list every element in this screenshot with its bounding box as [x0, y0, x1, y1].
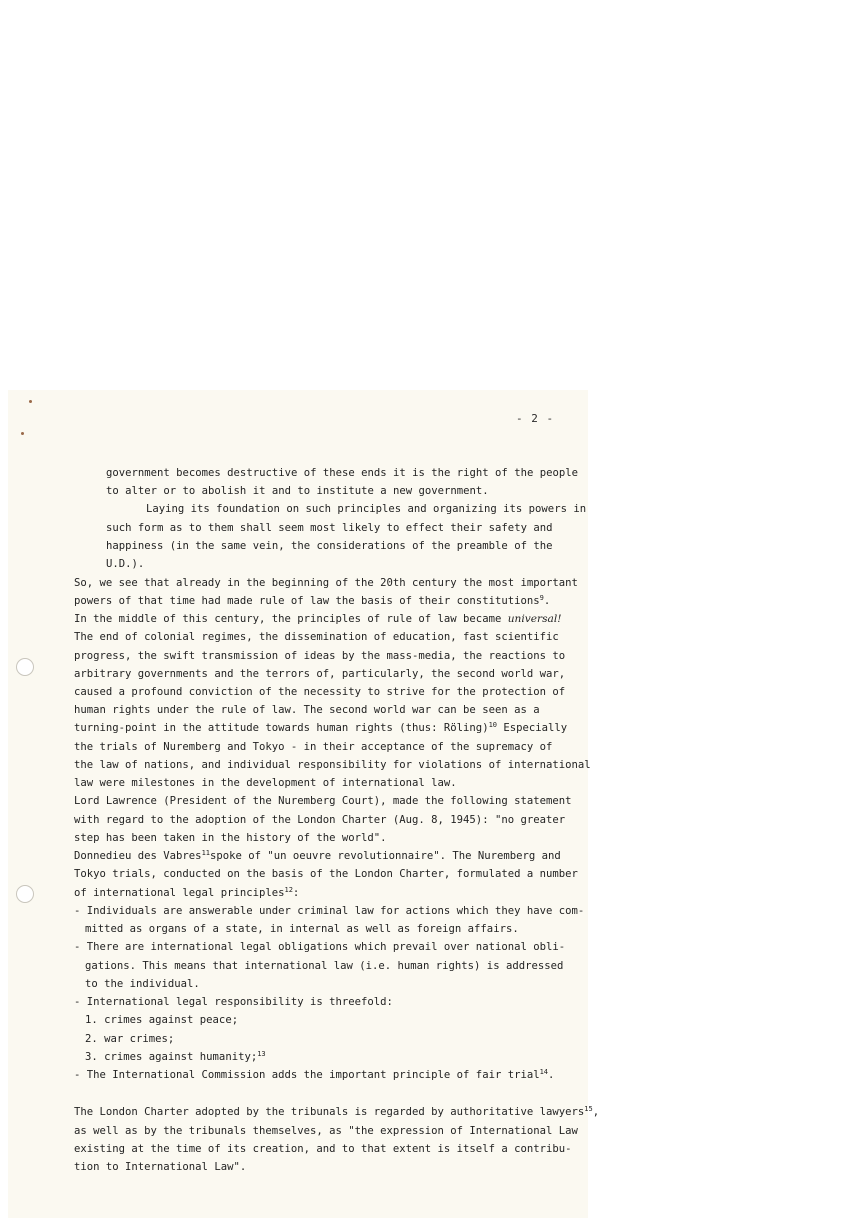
line-text: powers of that time had made rule of law the basis of their constitutions	[74, 595, 540, 607]
text-line: tion to International Law".	[74, 1161, 247, 1173]
list-item	[85, 1050, 266, 1064]
paper-speck	[29, 400, 32, 403]
text-line	[74, 849, 561, 863]
line-text: 3. crimes against humanity;	[85, 1051, 258, 1063]
text-line: government becomes destructive of these ends it is the right of the people	[106, 467, 578, 479]
line-text: :	[292, 887, 300, 899]
list-item: 1. crimes against peace;	[85, 1014, 239, 1026]
text-line: existing at the time of its creation, and to that extent is itself a contribu-	[74, 1143, 572, 1155]
line-text: - The International Commission adds the important principle of fair trial	[74, 1069, 540, 1081]
line-text: Donnedieu des Vabres	[74, 850, 202, 862]
list-item	[74, 1068, 554, 1082]
text-line: Laying its foundation on such principles and organizing its powers in	[146, 503, 587, 515]
text-line: arbitrary governments and the terrors of, particularly, the second world war,	[74, 668, 566, 680]
footnote-ref: 10	[488, 721, 498, 729]
scanned-page	[8, 390, 600, 1218]
text-line	[74, 612, 561, 626]
text-line: step has been taken in the history of the world".	[74, 832, 387, 844]
text-line: progress, the swift transmission of ideas by the mass-media, the reactions to	[74, 650, 566, 662]
text-line: the trials of Nuremberg and Tokyo - in their acceptance of the supremacy of	[74, 741, 553, 753]
list-item: - There are international legal obligations which prevail over national obli-	[74, 941, 566, 953]
text-line: So, we see that already in the beginning of the 20th century the most important	[74, 577, 578, 589]
text-line: powers of that time had made rule of law the basis of their constitutions$^9$.	[74, 594, 551, 607]
footnote-ref: 13	[257, 1050, 266, 1058]
footnote-ref: 11	[201, 849, 210, 857]
text-line: to the individual.	[85, 978, 200, 990]
text-line: The end of colonial regimes, the dissemination of education, fast scientific	[74, 631, 559, 643]
text-line: Tokyo trials, conducted on the basis of the London Charter, formulated a number	[74, 868, 578, 880]
footnote-ref: 15	[584, 1105, 593, 1113]
footnote-ref: 14	[539, 1068, 549, 1076]
text-line: caused a profound conviction of the necessity to strive for the protection of	[74, 686, 566, 698]
paper-speck	[21, 432, 24, 435]
text-line: to alter or to abolish it and to institute a new government.	[106, 485, 489, 497]
page-number: - 2 -	[516, 412, 555, 425]
line-text: turning-point in the attitude towards human rights (thus: Röling)	[74, 722, 489, 734]
line-text: ,	[592, 1106, 600, 1118]
text-line: human rights under the rule of law. The second world war can be seen as a	[74, 704, 540, 716]
text-line: U.D.).	[106, 558, 145, 570]
list-item: - Individuals are answerable under criminal law for actions which they have com-	[74, 905, 585, 917]
text-line: with regard to the adoption of the London Charter (Aug. 8, 1945): "no greater	[74, 814, 566, 826]
list-item: 2. war crimes;	[85, 1033, 175, 1045]
text-line: gations. This means that international law (i.e. human rights) is addressed	[85, 960, 564, 972]
line-text: .	[548, 1069, 555, 1081]
text-line	[74, 886, 299, 900]
footnote-ref: 12	[284, 886, 293, 894]
line-text: Especially	[497, 722, 568, 734]
text-line: the law of nations, and individual responsibility for violations of international	[74, 759, 591, 771]
text-line	[74, 721, 567, 735]
text-line: Lord Lawrence (President of the Nuremberg Court), made the following statement	[74, 795, 572, 807]
list-item: - International legal responsibility is threefold:	[74, 996, 393, 1008]
text-line: as well as by the tribunals themselves, as "the expression of International Law	[74, 1125, 578, 1137]
text-line	[74, 1105, 599, 1119]
emphasis-text: universal!	[507, 613, 562, 625]
line-text: of international legal principles	[74, 887, 285, 899]
punch-hole-top	[16, 658, 34, 676]
line-text: In the middle of this century, the principles of rule of law became	[74, 613, 502, 625]
footnote-ref: 9	[539, 594, 544, 602]
text-line: happiness (in the same vein, the considerations of the preamble of the	[106, 540, 553, 552]
text-line: such form as to them shall seem most likely to effect their safety and	[106, 522, 553, 534]
line-text: The London Charter adopted by the tribunals is regarded by authoritative lawyers	[74, 1106, 585, 1118]
punch-hole-bottom	[16, 885, 34, 903]
text-line: mitted as organs of a state, in internal as well as foreign affairs.	[85, 923, 519, 935]
line-text: spoke of "un oeuvre revolutionnaire". The Nuremberg and	[210, 850, 561, 862]
text-line: law were milestones in the development of international law.	[74, 777, 457, 789]
